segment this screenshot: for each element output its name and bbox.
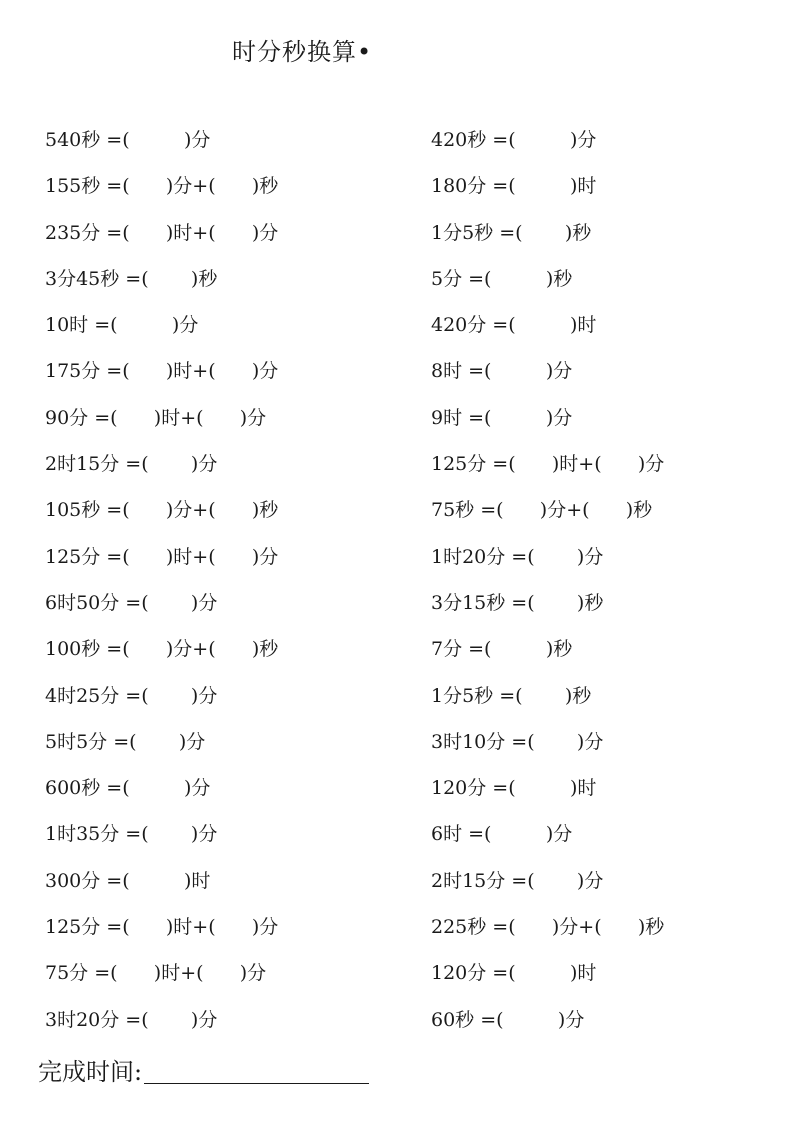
page-title: 时分秒换算• [232, 38, 373, 66]
problem-row [0, 765, 800, 811]
problem-row [0, 580, 800, 626]
problem-right: 180分 =( )时 [431, 175, 597, 198]
problem-right: 120分 =( )时 [431, 962, 597, 985]
problem-right: 225秒 =( )分+( )秒 [431, 916, 665, 939]
problem-row [0, 811, 800, 857]
problem-row [0, 626, 800, 672]
problem-left: 600秒 =( )分 [45, 777, 211, 800]
problem-right: 1分5秒 =( )秒 [431, 221, 592, 244]
problem-row [0, 395, 800, 441]
completion-time-blank[interactable] [144, 1082, 369, 1084]
problem-left: 100秒 =( )分+( )秒 [45, 638, 279, 661]
problem-row [0, 858, 800, 904]
problem-row [0, 117, 800, 163]
problem-row [0, 441, 800, 487]
problem-left: 1时35分 =( )分 [45, 823, 218, 846]
problem-right: 7分 =( )秒 [431, 638, 573, 661]
problem-row [0, 997, 800, 1043]
problem-row [0, 302, 800, 348]
problem-left: 5时5分 =( )分 [45, 730, 206, 753]
problem-row [0, 673, 800, 719]
problem-right: 8时 =( )分 [431, 360, 573, 383]
problem-row [0, 950, 800, 996]
problem-right: 125分 =( )时+( )分 [431, 453, 665, 476]
problem-left: 105秒 =( )分+( )秒 [45, 499, 279, 522]
problem-left: 3分45秒 =( )秒 [45, 267, 218, 290]
problem-row [0, 210, 800, 256]
problem-left: 125分 =( )时+( )分 [45, 916, 279, 939]
problem-row [0, 487, 800, 533]
problem-list [0, 117, 800, 1043]
problem-right: 75秒 =( )分+( )秒 [431, 499, 653, 522]
problem-left: 125分 =( )时+( )分 [45, 545, 279, 568]
problem-left: 10时 =( )分 [45, 314, 199, 337]
problem-row [0, 256, 800, 302]
problem-right: 1时20分 =( )分 [431, 545, 604, 568]
problem-row [0, 163, 800, 209]
problem-left: 2时15分 =( )分 [45, 453, 218, 476]
problem-left: 75分 =( )时+( )分 [45, 962, 267, 985]
completion-time [38, 1052, 369, 1087]
problem-left: 4时25分 =( )分 [45, 684, 218, 707]
problem-row [0, 904, 800, 950]
problem-left: 155秒 =( )分+( )秒 [45, 175, 279, 198]
problem-row [0, 719, 800, 765]
problem-right: 1分5秒 =( )秒 [431, 684, 592, 707]
problem-left: 6时50分 =( )分 [45, 591, 218, 614]
problem-right: 3分15秒 =( )秒 [431, 591, 604, 614]
problem-left: 175分 =( )时+( )分 [45, 360, 279, 383]
problem-right: 6时 =( )分 [431, 823, 573, 846]
problem-left: 300分 =( )时 [45, 869, 211, 892]
problem-right: 3时10分 =( )分 [431, 730, 604, 753]
problem-left: 3时20分 =( )分 [45, 1008, 218, 1031]
problem-row [0, 534, 800, 580]
problem-left: 540秒 =( )分 [45, 129, 211, 151]
problem-right: 420分 =( )时 [431, 314, 597, 337]
problem-right: 2时15分 =( )分 [431, 869, 604, 892]
problem-right: 120分 =( )时 [431, 777, 597, 800]
problem-right: 5分 =( )秒 [431, 267, 573, 290]
problem-row [0, 348, 800, 394]
completion-time-label: 完成时间: [38, 1058, 143, 1086]
problem-left: 90分 =( )时+( )分 [45, 406, 267, 429]
problem-right: 9时 =( )分 [431, 406, 573, 429]
problem-right: 60秒 =( )分 [431, 1008, 585, 1031]
problem-right: 420秒 =( )分 [431, 129, 597, 151]
problem-left: 235分 =( )时+( )分 [45, 221, 279, 244]
